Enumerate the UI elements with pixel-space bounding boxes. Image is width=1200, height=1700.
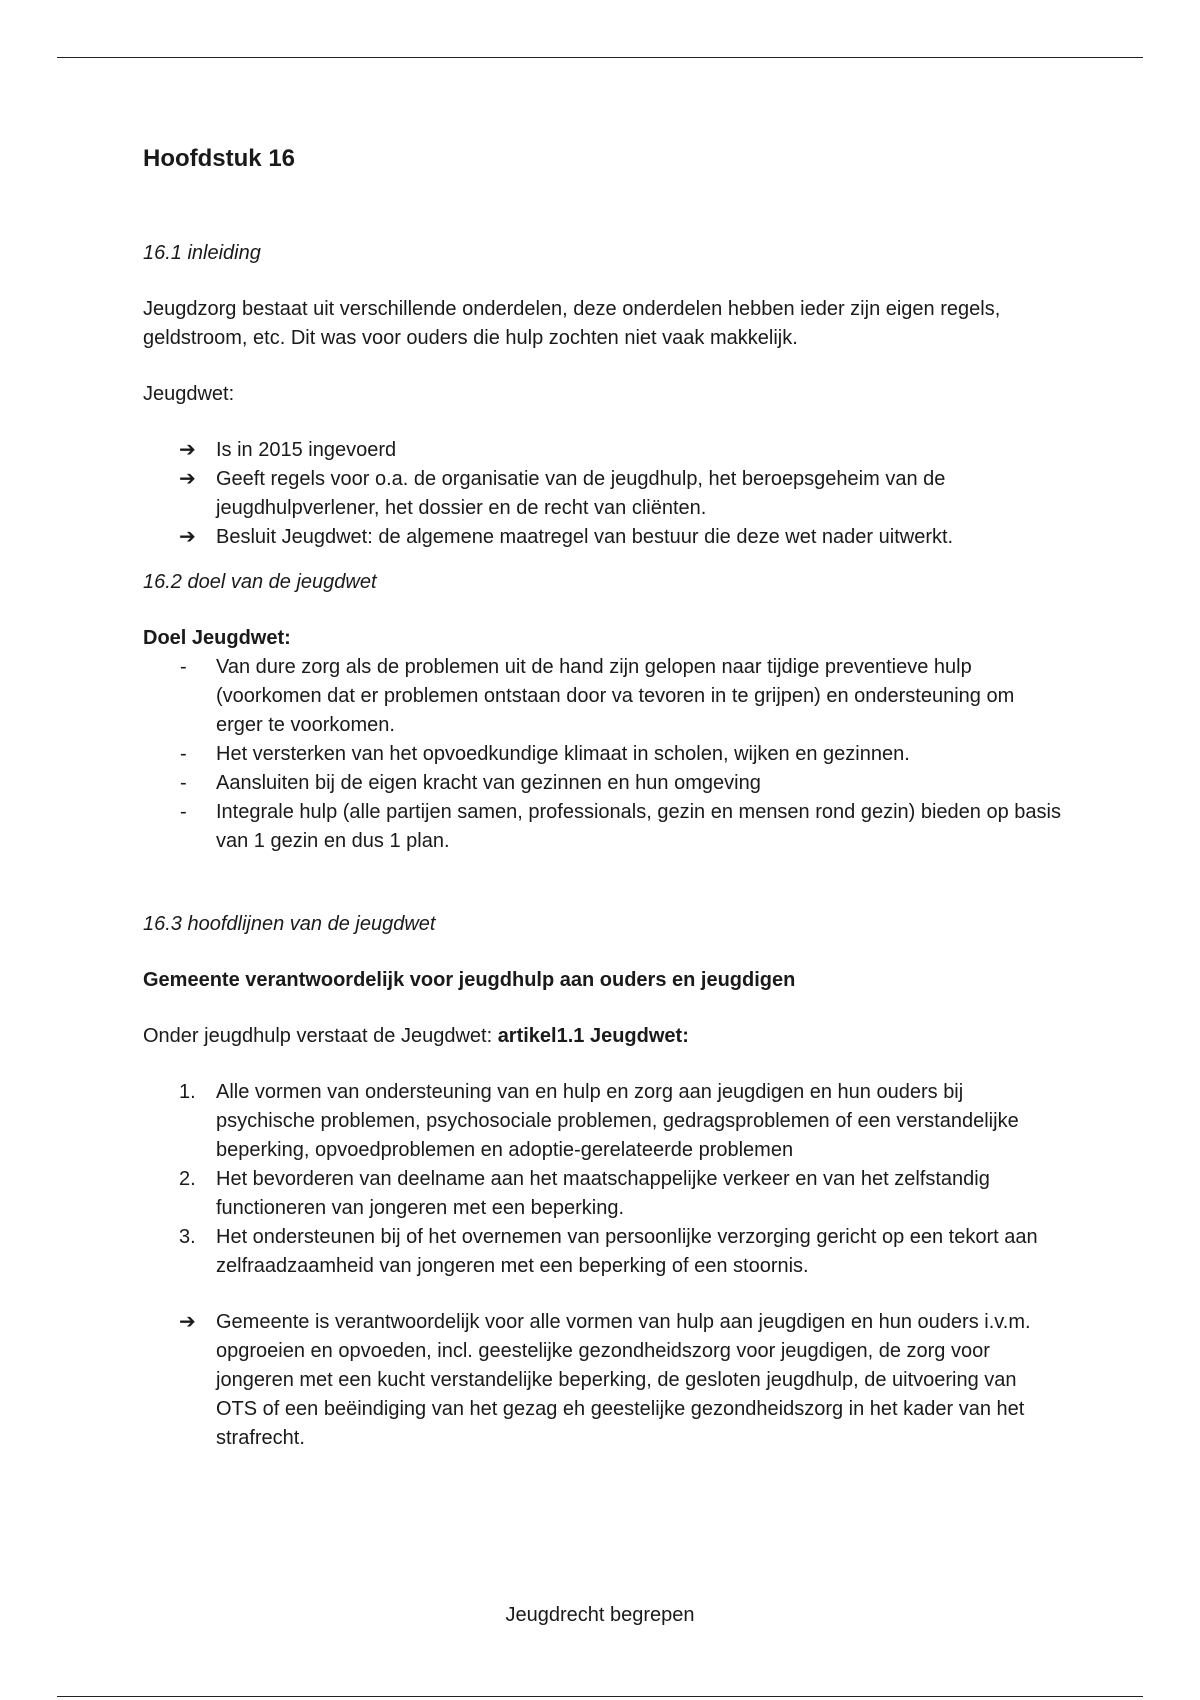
dash-bullet: - [180,656,187,678]
artikel-numbered-list [143,1078,1063,1281]
list-item: ➔ Besluit Jeugdwet: de algemene maatregel van bestuur die deze wet nader uitwerkt. [143,523,1063,552]
top-rule [57,57,1143,58]
list-item: - Integrale hulp (alle partijen samen, professionals, gezin en mensen rond gezin) bieden op basis van 1 gezin en dus 1 plan. [143,798,1063,856]
list-item: - Aansluiten bij de eigen kracht van gezinnen en hun omgeving [143,769,1063,798]
dash-bullet: - [180,801,187,823]
bottom-rule [57,1696,1143,1697]
dash-bullet: - [180,743,187,765]
dash-bullet: - [180,772,187,794]
section-3-heading: 16.3 hoofdlijnen van de jeugdwet [143,913,436,935]
gemeente-list [143,1308,1063,1453]
arrow-right-icon: ➔ [179,1311,196,1333]
jeugdwet-label: Jeugdwet: [143,383,235,405]
list-item: - Het versterken van het opvoedkundige klimaat in scholen, wijken en gezinnen. [143,740,1063,769]
page-footer: Jeugdrecht begrepen [505,1604,695,1626]
list-item: 1. Alle vormen van ondersteuning van en hulp en zorg aan jeugdigen en hun ouders bij psychische problemen, psychosociale problemen, gedragsproblemen of een verstandelijke beperking, opvoedproblemen en adoptie-gerelateerde problemen [179,1081,1019,1161]
section-3-subheading: Gemeente verantwoordelijk voor jeugdhulp aan ouders en jeugdigen [143,969,796,991]
section-2-heading: 16.2 doel van de jeugdwet [143,571,377,593]
artikel-intro: Onder jeugdhulp verstaat de Jeugdwet: artikel1.1 Jeugdwet: [143,1025,689,1047]
doel-label: Doel Jeugdwet: [143,627,291,649]
arrow-right-icon: ➔ [179,526,196,548]
arrow-right-icon: ➔ [179,468,196,490]
section-1-heading: 16.1 inleiding [143,242,261,264]
list-item: ➔ Is in 2015 ingevoerd [143,436,1063,465]
document-body [143,142,1063,1453]
doel-list [143,653,1063,856]
list-item: ➔ Geeft regels voor o.a. de organisatie van de jeugdhulp, het beroepsgeheim van de jeugdhulpverlener, het dossier en de recht van cliënten. [143,465,1063,523]
section-1-intro: Jeugdzorg bestaat uit verschillende onderdelen, deze onderdelen hebben ieder zijn eigen regels, geldstroom, etc. Dit was voor ouders die hulp zochten niet vaak makkelijk. [143,298,1001,349]
list-item: ➔ Gemeente is verantwoordelijk voor alle vormen van hulp aan jeugdigen en hun ouders i.v.m. opgroeien en opvoeden, incl. geestelijke gezondheidszorg voor jeugdigen, de zorg voor jongeren met een kucht verstandelijke beperking, de gesloten jeugdhulp, de uitvoering van OTS of een beëindiging van het gezag eh geestelijke gezondheidszorg in het kader van het strafrecht. [143,1308,1063,1453]
list-item: 3. Het ondersteunen bij of het overnemen van persoonlijke verzorging gericht op een tekort aan zelfraadzaamheid van jongeren met een beperking of een stoornis. [179,1226,1038,1277]
arrow-right-icon: ➔ [179,439,196,461]
list-item: 2. Het bevorderen van deelname aan het maatschappelijke verkeer en van het zelfstandig functioneren van jongeren met een beperking. [179,1168,990,1219]
jeugdwet-list [143,436,1063,552]
chapter-title: Hoofdstuk 16 [143,145,296,172]
list-item: - Van dure zorg als de problemen uit de hand zijn gelopen naar tijdige preventieve hulp (voorkomen dat er problemen ontstaan door va tevoren in te grijpen) en ondersteuning om erger te voorkomen. [143,653,1063,740]
